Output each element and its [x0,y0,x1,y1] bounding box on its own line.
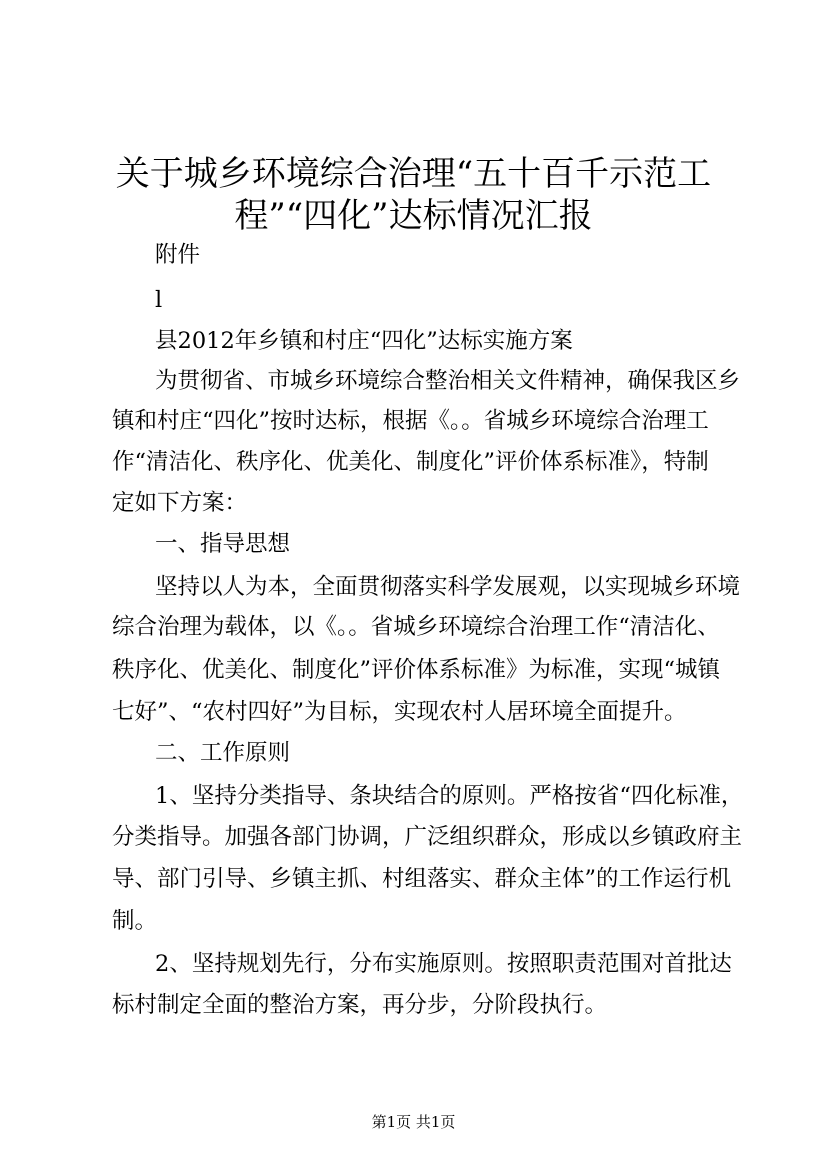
paragraph-line: 镇和村庄“四化”按时达标，根据《。。省城乡环境综合治理工 [112,408,709,434]
plan-heading: 县2012年乡镇和村庄“四化”达标实施方案 [155,328,573,354]
section-heading: 一、指导思想 [155,531,291,557]
document-title-line-1: 关于城乡环境综合治理“五十百千示范工 [115,154,712,194]
paragraph-line: 制。 [112,908,158,934]
paragraph-line: 分类指导。加强各部门协调，广泛组织群众，形成以乡镇政府主 [112,824,743,850]
paragraph-line: 标村制定全面的整治方案，再分步，分阶段执行。 [112,992,608,1018]
document-title-line-2: 程”“四化”达标情况汇报 [234,196,593,236]
paragraph-line: 作“清洁化、秩序化、优美化、制度化”评价体系标准》，特制 [112,449,709,475]
paragraph-line: 秩序化、优美化、制度化”评价体系标准》为标准，实现“城镇 [112,657,721,683]
paragraph-line: 坚持以人为本，全面贯彻落实科学发展观，以实现城乡环境 [155,574,741,600]
paragraph-line: 定如下方案： [112,490,248,516]
paragraph-line: 导、部门引导、乡镇主抓、村组落实、群众主体”的工作运行机 [112,866,732,892]
paragraph-line: 七好”、“农村四好”为目标，实现农村人居环境全面提升。 [112,699,687,725]
section-heading: 二、工作原则 [155,740,291,766]
paragraph-line: 综合治理为载体，以《。。省城乡环境综合治理工作“清洁化、 [112,614,720,640]
paragraph-line: 2、坚持规划先行，分布实施原则。按照职责范围对首批达 [155,951,732,977]
paragraph-line: 为贯彻省、市城乡环境综合整治相关文件精神，确保我区乡 [155,368,741,394]
paragraph-line: 1、坚持分类指导、条块结合的原则。严格按省“四化标准， [155,783,744,809]
attachment-number: l [155,287,163,313]
attachment-label: 附件 [155,242,201,268]
page-footer: 第1页 共1页 [371,1113,456,1131]
